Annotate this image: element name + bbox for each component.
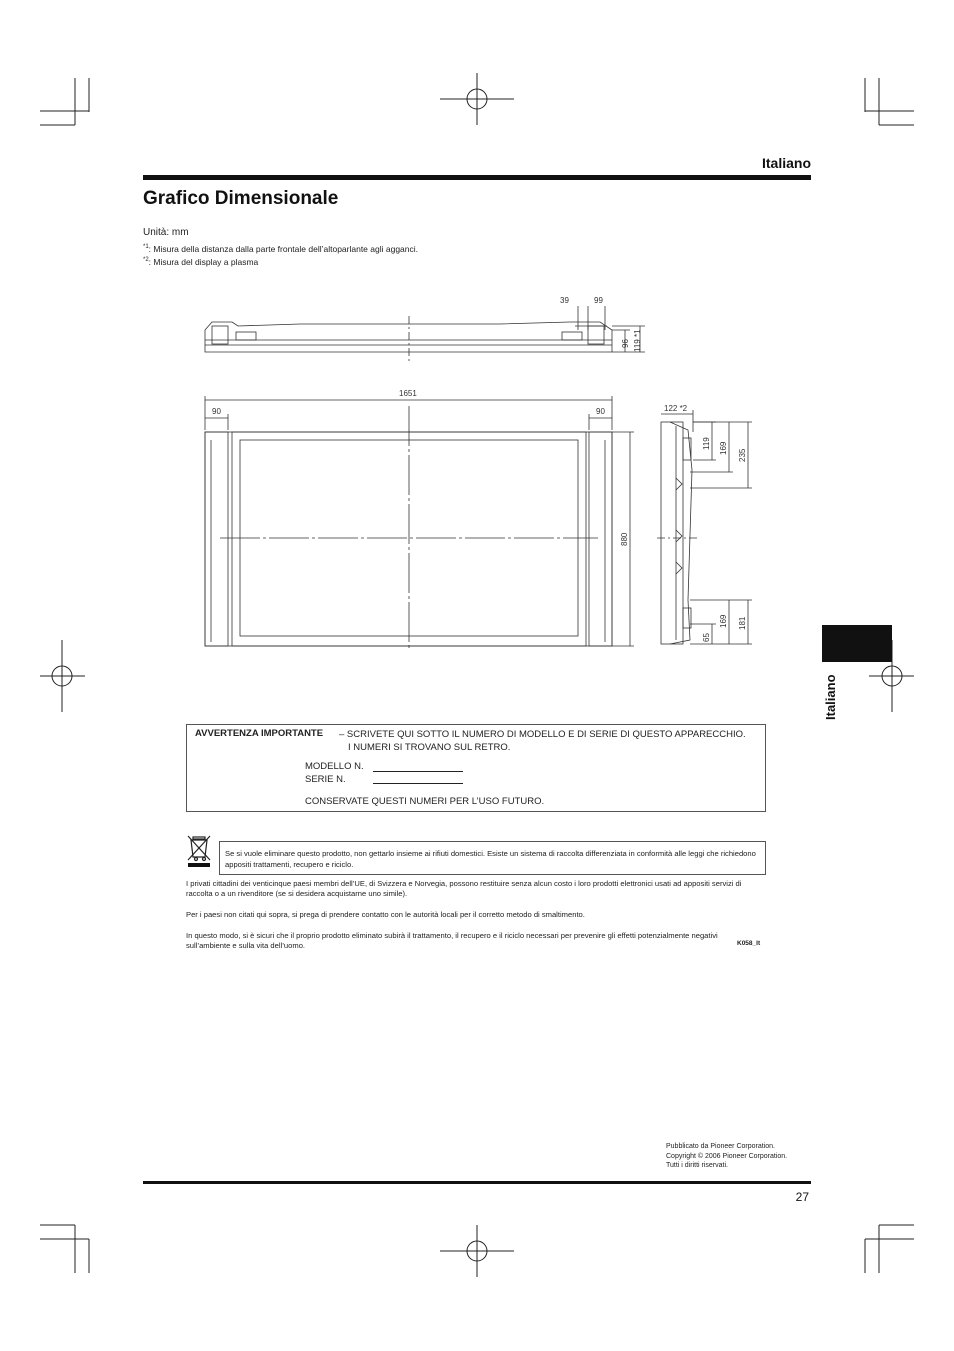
warning-line-2: I NUMERI SI TROVANO SUL RETRO. [348,742,511,753]
dim-169-top: 169 [719,441,728,455]
weee-notice-box [219,841,766,875]
dim-65: 65 [702,633,711,642]
weee-notice-text: Se si vuole eliminare questo prodotto, non gettarlo insieme ai rifiuti domestici. Esiste un sistema di raccolta differenziata in conformità alle leggi che richiedono appositi trattamenti, recupero e riciclo. [225,849,756,869]
footnote-1-text: : Misura della distanza dalla parte frontale dell’altoparlante agli agganci. [148,244,419,254]
units-label: Unità: mm [143,227,189,238]
dim-90-left: 90 [212,407,221,416]
weee-paragraph-3: In questo modo, si è sicuri che il proprio prodotto eliminato subirà il trattamento, il recupero e il riciclo necessari per prevenire gli effetti potenzialmente negativi sull’ambiente e sulla vita dell’uomo. [186,931,718,950]
dim-169-bottom: 169 [719,614,728,628]
publisher-line-1: Pubblicato da Pioneer Corporation. [666,1143,775,1150]
weee-paragraph-1: I privati cittadini dei venticinque paesi membri dell’UE, di Svizzera e Norvegia, possono restituire senza alcun costo i loro prodotti elettronici usati ad appositi servizi di raccolta o a un rivenditore (se si desidera acquistarne uno simile). [186,879,742,898]
footer-rule [143,1181,811,1184]
model-number-line [373,771,463,772]
serial-number-label: SERIE N. [305,774,346,785]
warning-title: AVVERTENZA IMPORTANTE [195,728,324,739]
publisher-line-2: Copyright © 2006 Pioneer Corporation. [666,1152,788,1160]
dim-90-right: 90 [596,407,605,416]
dim-39: 39 [560,296,569,305]
keep-numbers-note: CONSERVATE QUESTI NUMERI PER L’USO FUTURO. [305,796,545,807]
dim-96: 96 [621,339,630,348]
dim-181: 181 [738,616,747,630]
footnote-1-mark: *1 [143,244,149,251]
dim-235: 235 [738,448,747,462]
page-title: Grafico Dimensionale [143,188,339,209]
dim-119: 119 [702,437,711,450]
language-header: Italiano [761,155,811,171]
serial-number-line [373,783,463,784]
dim-119-star1: 119 *1 [633,329,642,352]
publisher-line-3: Tutti i diritti riservati. [666,1162,728,1169]
model-number-label: MODELLO N. [305,761,364,772]
important-warning-box [186,724,766,812]
dim-880: 880 [620,532,629,546]
page-number: 27 [795,1190,809,1204]
side-tab-label: Italiano [823,674,838,720]
dim-122-star2: 122 *2 [664,404,688,413]
crossed-out-bin-icon [185,833,213,867]
dim-99: 99 [594,296,603,305]
warning-text [339,728,759,754]
weee-paragraph-2: Per i paesi non citati qui sopra, si prega di prendere contatto con le autorità locali per il corretto metodo di smaltimento. [186,910,585,919]
publisher-info [666,1142,787,1171]
footnote-2-mark: *2 [143,257,149,264]
document-code: K058_It [737,940,761,947]
warning-line-1: – SCRIVETE QUI SOTTO IL NUMERO DI MODELLO E DI SERIE DI QUESTO APPARECCHIO. [339,729,746,740]
footnote-2-text: : Misura del display a plasma [148,257,259,267]
dim-1651: 1651 [399,389,417,398]
